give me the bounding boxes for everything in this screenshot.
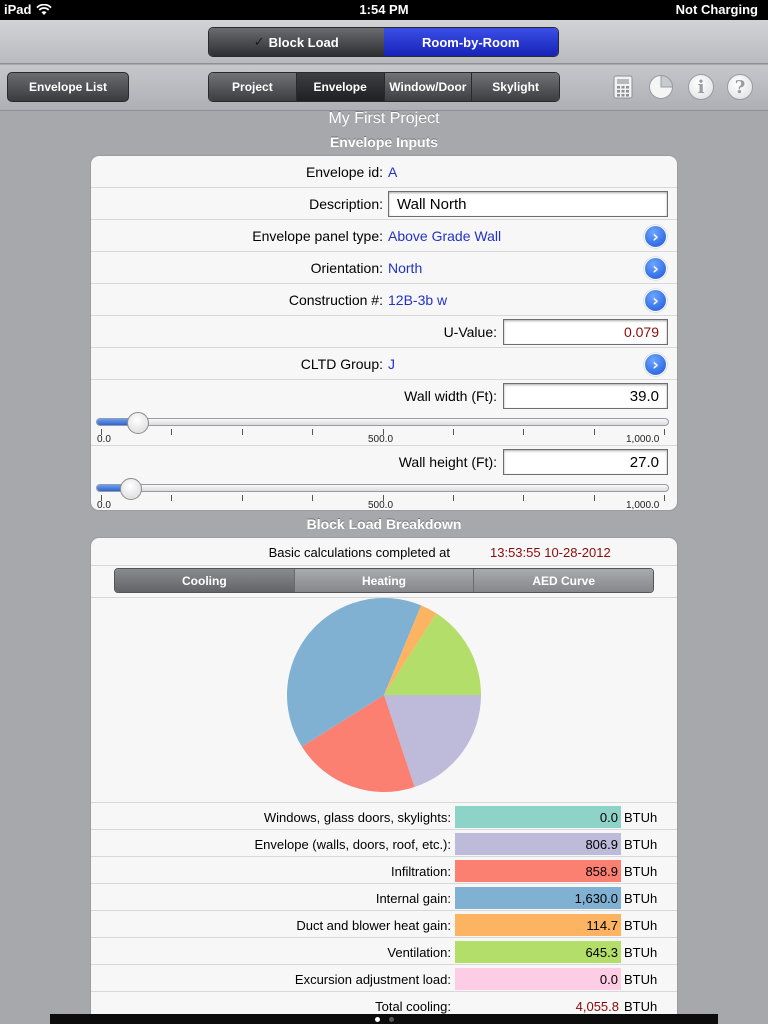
block-load-label: Block Load	[268, 34, 339, 50]
breakdown-label: Internal gain:	[375, 891, 451, 906]
envelope-id-label: Envelope id:	[305, 164, 383, 180]
breakdown-unit: BTUh	[624, 810, 658, 825]
wall-width-max-label: 1,000.0	[626, 434, 660, 445]
breakdown-label: Ventilation:	[387, 945, 451, 960]
breakdown-row-internal-gain	[91, 884, 677, 911]
slider-tick	[453, 429, 454, 435]
calc-status-label: Basic calculations completed at	[268, 545, 450, 560]
slider-tick	[171, 429, 172, 435]
tab-window-door[interactable]: Window/Door	[385, 73, 473, 101]
slider-tick	[242, 429, 243, 435]
breakdown-label: Duct and blower heat gain:	[296, 918, 451, 933]
slider-tick	[312, 429, 313, 435]
block-load-tab[interactable]	[209, 28, 384, 56]
checkmark-icon: ✓	[253, 34, 265, 49]
calc-timestamp: 13:53:55 10-28-2012	[490, 545, 611, 560]
breakdown-label: Excursion adjustment load:	[294, 972, 451, 987]
u-value-input[interactable]: 0.079	[503, 319, 668, 345]
slider-tick	[171, 495, 172, 501]
wall-height-slider-row	[91, 478, 677, 511]
slider-tick	[664, 429, 665, 435]
breakdown-unit: BTUh	[624, 999, 658, 1014]
wall-height-slider[interactable]	[96, 484, 669, 492]
pie-chart-icon[interactable]	[648, 74, 674, 100]
tab-envelope[interactable]: Envelope	[297, 73, 385, 101]
wall-height-row	[91, 446, 677, 478]
orientation-value: North	[388, 260, 423, 276]
tab-skylight[interactable]: Skylight	[472, 73, 559, 101]
block-load-breakdown-title: Block Load Breakdown	[306, 516, 462, 532]
chevron-right-icon[interactable]: ›	[644, 353, 667, 376]
load-mode-segment	[208, 27, 559, 57]
description-row	[91, 188, 677, 220]
tab-project[interactable]: Project	[209, 73, 297, 101]
breakdown-value: 1,630.0	[455, 887, 621, 909]
breakdown-row-envelope	[91, 830, 677, 857]
breakdown-row-ventilation	[91, 938, 677, 965]
cltd-group-value: J	[388, 356, 395, 372]
slider-tick	[523, 429, 524, 435]
slider-tick	[312, 495, 313, 501]
construction-label: Construction #:	[288, 292, 383, 308]
wall-height-label: Wall height (Ft):	[398, 454, 497, 470]
calculator-icon[interactable]	[610, 74, 636, 100]
breakdown-label: Infiltration:	[391, 864, 451, 879]
breakdown-tabs	[114, 568, 654, 593]
wall-height-input[interactable]: 27.0	[503, 449, 668, 475]
help-icon[interactable]: ?	[727, 74, 753, 100]
breakdown-value: 645.3	[455, 941, 621, 963]
u-value-row	[91, 316, 677, 348]
chevron-right-icon[interactable]: ›	[644, 257, 667, 280]
status-bar	[0, 0, 768, 20]
cooling-pie-chart	[91, 598, 677, 804]
breakdown-label: Windows, glass doors, skylights:	[263, 810, 451, 825]
wall-width-min-label: 0.0	[97, 434, 111, 445]
toolbar	[0, 65, 768, 111]
breakdown-value: 114.7	[455, 914, 621, 936]
envelope-id-value: A	[388, 164, 398, 180]
construction-row[interactable]	[91, 284, 677, 316]
cltd-group-label: CLTD Group:	[300, 356, 383, 372]
envelope-list-button[interactable]: Envelope List	[7, 72, 129, 102]
slider-tick	[523, 495, 524, 501]
orientation-row[interactable]	[91, 252, 677, 284]
breakdown-unit: BTUh	[624, 945, 658, 960]
breakdown-unit: BTUh	[624, 864, 658, 879]
section-tabs	[208, 72, 560, 102]
total-cooling-value: 4,055.8	[575, 999, 619, 1014]
breakdown-value: 0.0	[455, 968, 621, 990]
panel-type-value: Above Grade Wall	[388, 228, 502, 244]
wall-width-label: Wall width (Ft):	[404, 388, 497, 404]
tab-aed-curve[interactable]: AED Curve	[474, 569, 653, 592]
status-time: 1:54 PM	[359, 2, 409, 17]
top-bar	[0, 20, 768, 64]
breakdown-list	[91, 803, 677, 1019]
wall-height-mid-label: 500.0	[368, 500, 394, 511]
wall-height-max-label: 1,000.0	[626, 500, 660, 511]
panel-type-label: Envelope panel type:	[252, 228, 383, 244]
breakdown-unit: BTUh	[624, 891, 658, 906]
page-dot-active[interactable]	[375, 1017, 380, 1022]
cooling-pie-chart-area	[91, 597, 677, 803]
battery-status: Not Charging	[675, 2, 758, 17]
wall-width-slider-row	[91, 412, 677, 446]
chevron-right-icon[interactable]: ›	[644, 225, 667, 248]
envelope-id-row	[91, 156, 677, 188]
wall-width-slider[interactable]	[96, 418, 669, 426]
breakdown-row-excursion	[91, 965, 677, 992]
breakdown-value: 806.9	[455, 833, 621, 855]
cltd-group-row[interactable]	[91, 348, 677, 380]
description-input[interactable]: Wall North	[388, 191, 668, 217]
panel-type-row[interactable]	[91, 220, 677, 252]
breakdown-row-infiltration	[91, 857, 677, 884]
breakdown-row-duct	[91, 911, 677, 938]
breakdown-row-windows	[91, 803, 677, 830]
construction-value: 12B-3b w	[388, 292, 448, 308]
tab-heating[interactable]: Heating	[295, 569, 475, 592]
breakdown-value: 858.9	[455, 860, 621, 882]
wall-width-row	[91, 380, 677, 412]
device-name: iPad	[4, 2, 32, 17]
breakdown-label: Envelope (walls, doors, roof, etc.):	[254, 837, 451, 852]
envelope-inputs-card	[90, 155, 678, 511]
slider-tick	[453, 495, 454, 501]
breakdown-value: 0.0	[455, 806, 621, 828]
total-cooling-label: Total cooling:	[375, 999, 451, 1014]
wall-width-mid-label: 500.0	[368, 434, 394, 445]
chevron-right-icon[interactable]: ›	[644, 289, 667, 312]
orientation-label: Orientation:	[310, 260, 383, 276]
slider-tick	[594, 495, 595, 501]
room-by-room-tab[interactable]: Room-by-Room	[384, 28, 559, 56]
breakdown-unit: BTUh	[624, 972, 658, 987]
slider-tick	[594, 429, 595, 435]
breakdown-unit: BTUh	[624, 837, 658, 852]
calc-status-row	[91, 538, 677, 566]
tab-cooling[interactable]: Cooling	[115, 569, 295, 592]
description-label: Description:	[309, 196, 383, 212]
wall-height-min-label: 0.0	[97, 500, 111, 511]
wall-width-input[interactable]: 39.0	[503, 383, 668, 409]
info-icon[interactable]: i	[688, 74, 714, 100]
breakdown-card	[90, 537, 678, 1024]
u-value-label: U-Value:	[443, 324, 497, 340]
project-title: My First Project	[328, 110, 440, 127]
breakdown-unit: BTUh	[624, 918, 658, 933]
page-indicator	[50, 1014, 718, 1024]
slider-tick	[242, 495, 243, 501]
page-dot[interactable]	[389, 1017, 394, 1022]
slider-tick	[664, 495, 665, 501]
envelope-inputs-title: Envelope Inputs	[329, 134, 439, 150]
